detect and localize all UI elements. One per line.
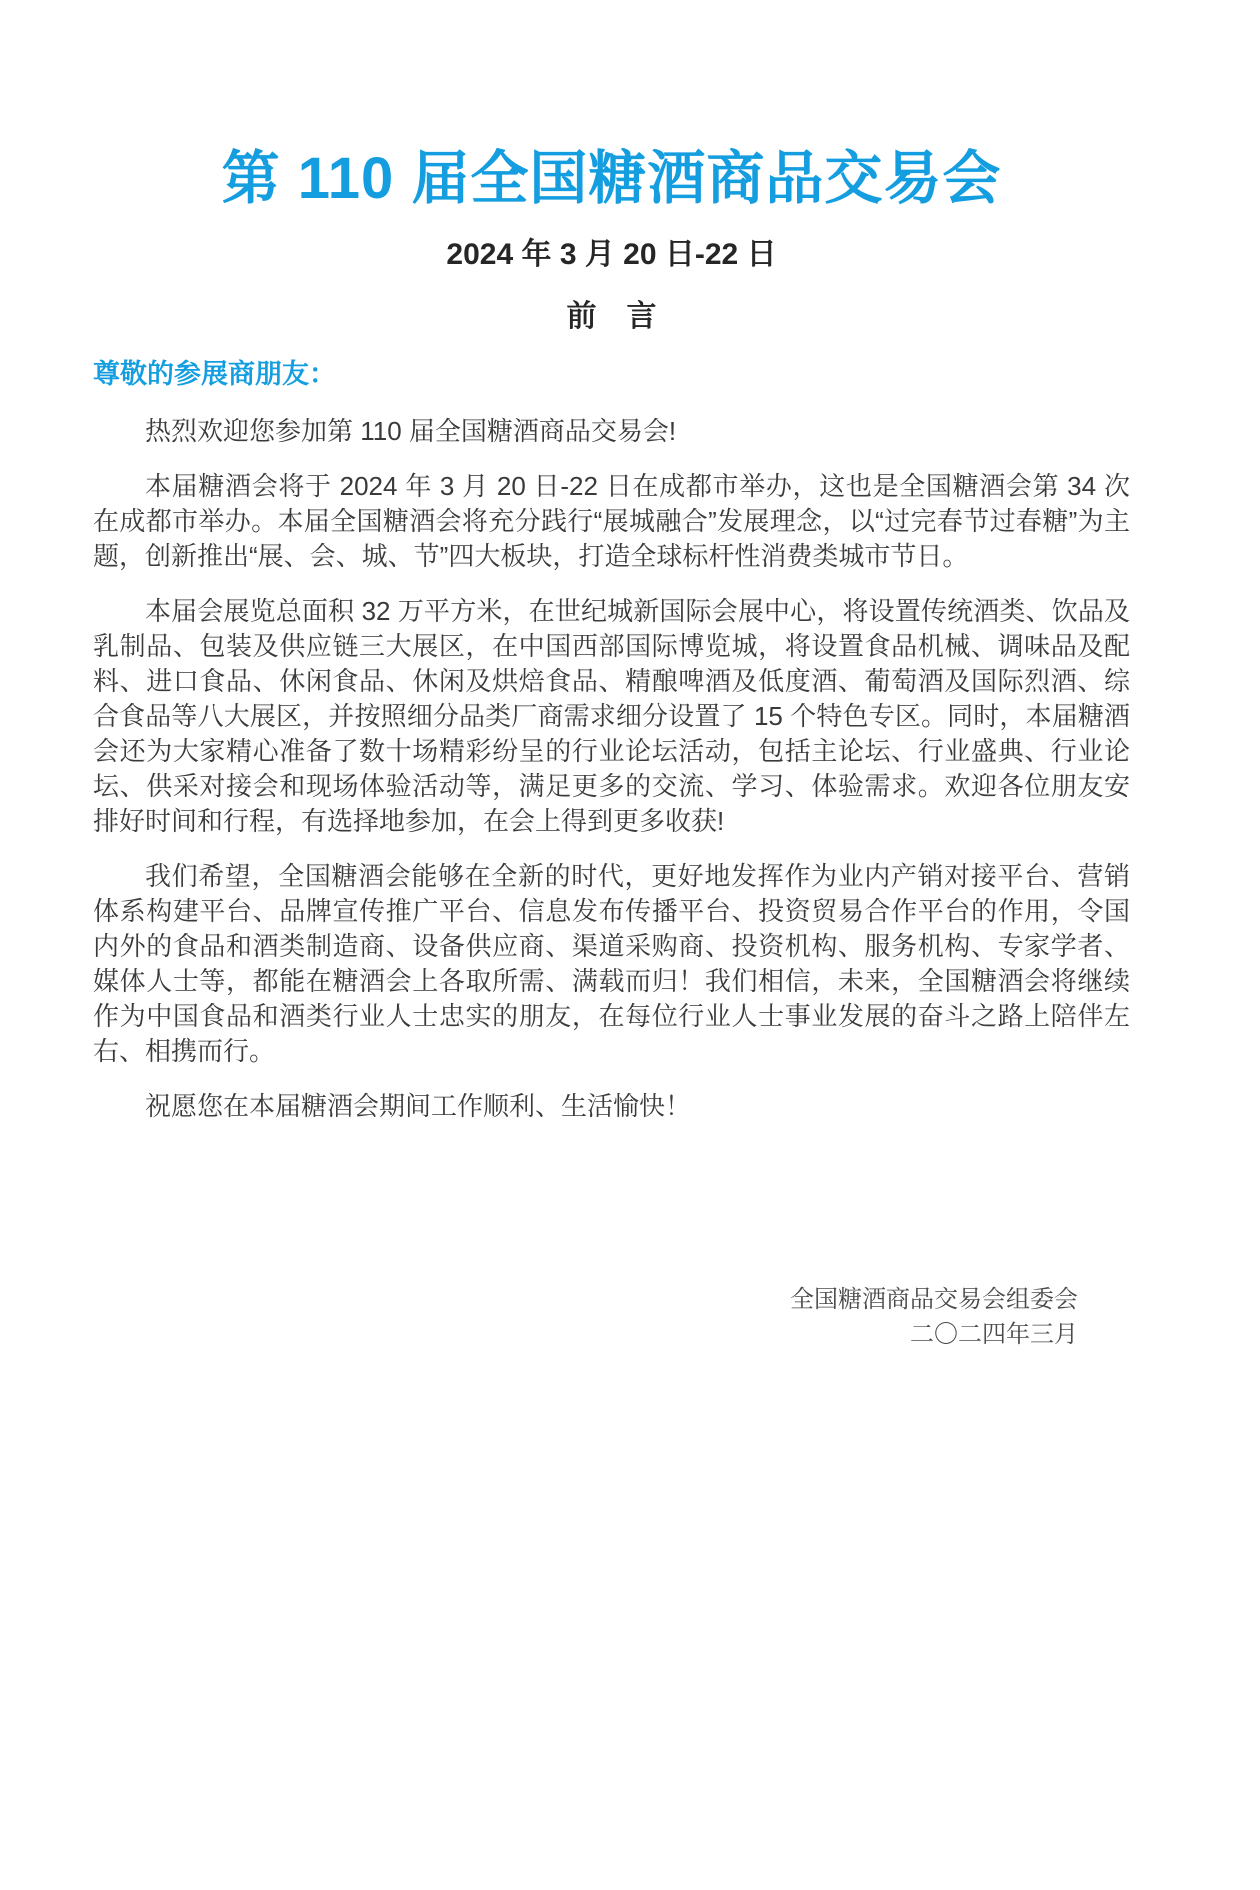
signature-block (93, 1282, 1130, 1352)
section-heading-preface: 前 言 (566, 300, 657, 333)
paragraph-platform-vision: 我们希望，全国糖酒会能够在全新的时代，更好地发挥作为业内产销对接平台、营销体系构建平台、品牌宣传推广平台、信息发布传播平台、投资贸易合作平台的作用，令国内外的食品和酒类制造商、设备供应商、渠道采购商、投资机构、服务机构、专家学者、媒体人士等，都能在糖酒会上各取所需、满载而归！我们相信，未来，全国糖酒会将继续作为中国食品和酒类行业人士忠实的朋友，在每位行业人士事业发展的奋斗之路上陪伴左右、相携而行。 (93, 861, 1130, 1066)
signature-date: 二〇二四年三月 (910, 1321, 1078, 1348)
greeting-line: 尊敬的参展商朋友： (93, 359, 336, 389)
document-title: 第 110 届全国糖酒商品交易会 (221, 146, 1002, 211)
paragraph-welcome: 热烈欢迎您参加第 110 届全国糖酒商品交易会! (145, 416, 677, 446)
paragraph-exhibition-details: 本届会展览总面积 32 万平方米，在世纪城新国际会展中心，将设置传统酒类、饮品及乳制品、包装及供应链三大展区，在中国西部国际博览城，将设置食品机械、调味品及配料、进口食品、休闲食品、休闲及烘焙食品、精酿啤酒及低度酒、葡萄酒及国际烈酒、综合食品等八大展区，并按照细分品类厂商需求细分设置了 15 个特色专区。同时，本届糖酒会还为大家精心准备了数十场精彩纷呈的行业论坛活动，包括主论坛、行业盛典、行业论坛、供采对接会和现场体验活动等，满足更多的交流、学习、体验需求。欢迎各位朋友安排好时间和行程，有选择地参加，在会上得到更多收获! (93, 596, 1130, 836)
spacer (93, 1124, 1130, 1282)
event-date: 2024 年 3 月 20 日-22 日 (446, 238, 777, 271)
signature-org: 全国糖酒商品交易会组委会 (790, 1286, 1078, 1313)
paragraph-wishes: 祝愿您在本届糖酒会期间工作顺利、生活愉快！ (145, 1091, 692, 1121)
paragraph-event-overview: 本届糖酒会将于 2024 年 3 月 20 日-22 日在成都市举办，这也是全国糖酒会第 34 次在成都市举办。本届全国糖酒会将充分践行“展城融合”发展理念，以“过完春节过春糖”为主题，创新推出“展、会、城、节”四大板块，打造全球标杆性消费类城市节日。 (93, 471, 1130, 571)
